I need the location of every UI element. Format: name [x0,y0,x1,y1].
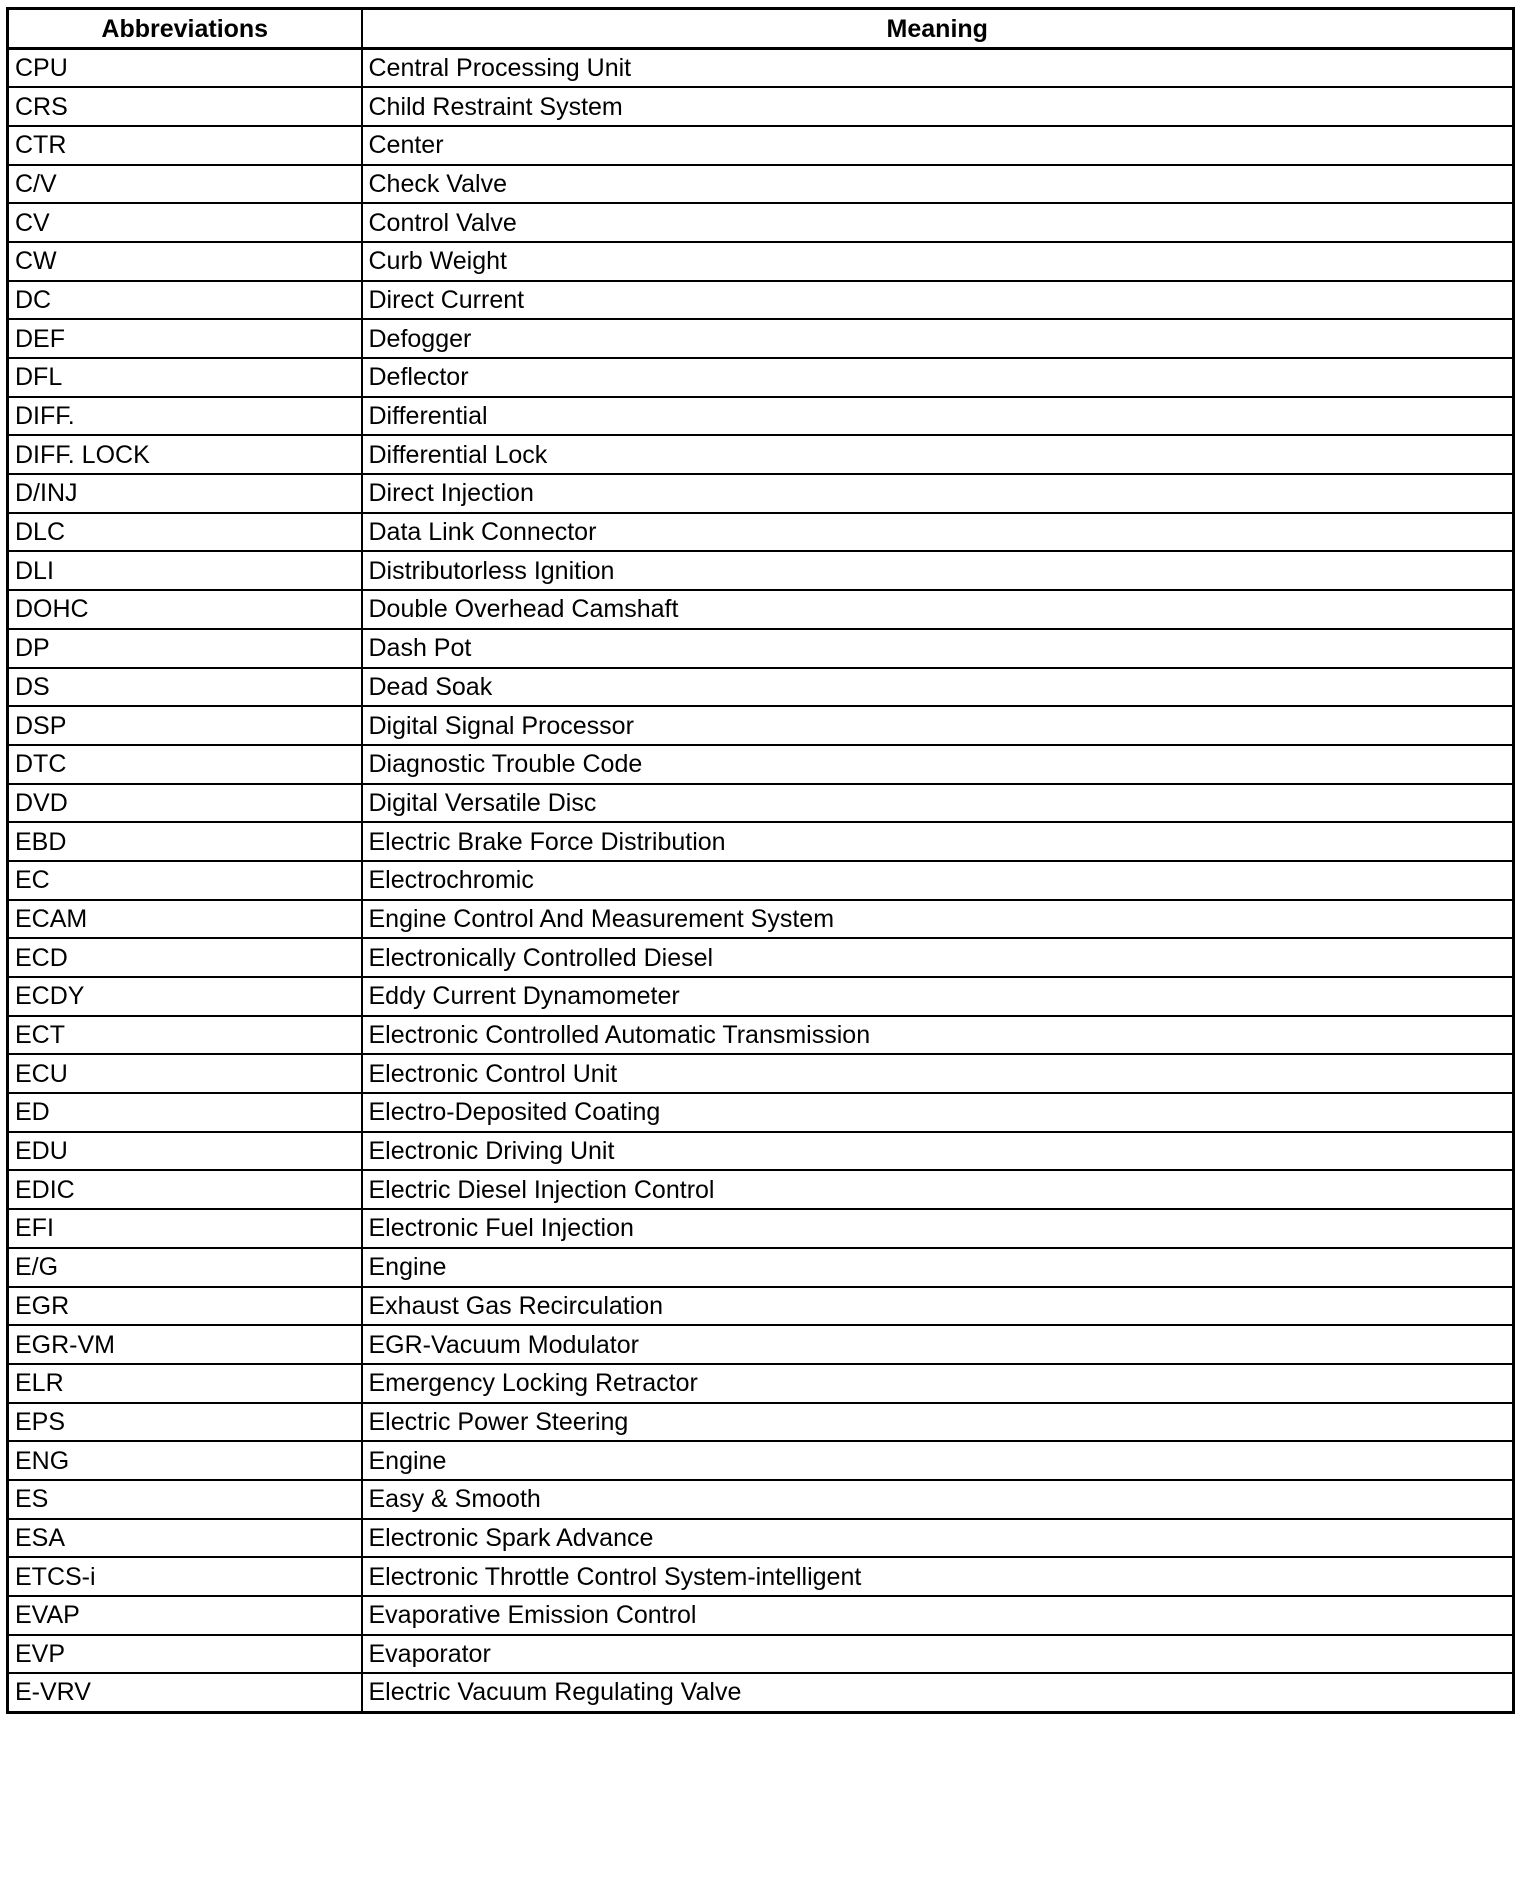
table-row [8,861,1514,900]
header-meaning: Meaning [362,9,1514,49]
table-row [8,1480,1514,1519]
meaning-cell: Exhaust Gas Recirculation [362,1287,1514,1326]
meaning-cell: Direct Current [362,281,1514,320]
abbreviation-cell: DOHC [8,590,362,629]
meaning-cell: Control Valve [362,203,1514,242]
table-header [8,9,1514,49]
abbreviation-cell: DC [8,281,362,320]
abbreviation-cell: ES [8,1480,362,1519]
table-row [8,977,1514,1016]
table-row [8,745,1514,784]
table-row [8,551,1514,590]
meaning-cell: Distributorless Ignition [362,551,1514,590]
abbreviation-cell: EVAP [8,1596,362,1635]
abbreviation-cell: EBD [8,822,362,861]
meaning-cell: Electric Vacuum Regulating Valve [362,1673,1514,1712]
abbreviation-cell: ENG [8,1441,362,1480]
abbreviation-cell: EGR [8,1287,362,1326]
meaning-cell: Differential [362,397,1514,436]
table-row [8,1325,1514,1364]
table-row [8,242,1514,281]
meaning-cell: Electric Power Steering [362,1403,1514,1442]
table-row [8,281,1514,320]
abbreviation-cell: ELR [8,1364,362,1403]
abbreviation-cell: C/V [8,165,362,204]
abbreviation-cell: CPU [8,49,362,88]
abbreviation-cell: ECD [8,938,362,977]
meaning-cell: Electronic Spark Advance [362,1519,1514,1558]
abbreviation-cell: EFI [8,1209,362,1248]
table-row [8,1519,1514,1558]
table-row [8,474,1514,513]
table-row [8,1635,1514,1674]
table-row [8,165,1514,204]
abbreviation-cell: EPS [8,1403,362,1442]
abbreviation-cell: ECT [8,1016,362,1055]
meaning-cell: Diagnostic Trouble Code [362,745,1514,784]
abbreviation-cell: DVD [8,784,362,823]
meaning-cell: Digital Signal Processor [362,706,1514,745]
abbreviation-cell: CTR [8,126,362,165]
table-row [8,1403,1514,1442]
abbreviation-cell: DEF [8,319,362,358]
meaning-cell: Evaporative Emission Control [362,1596,1514,1635]
abbreviation-cell: ETCS-i [8,1557,362,1596]
table-row [8,668,1514,707]
meaning-cell: Double Overhead Camshaft [362,590,1514,629]
table-row [8,87,1514,126]
table-row [8,1248,1514,1287]
abbreviation-cell: EVP [8,1635,362,1674]
abbreviation-cell: E-VRV [8,1673,362,1712]
abbreviation-cell: ESA [8,1519,362,1558]
abbreviation-cell: DSP [8,706,362,745]
meaning-cell: Dead Soak [362,668,1514,707]
abbreviation-cell: ECDY [8,977,362,1016]
abbreviation-cell: EDIC [8,1170,362,1209]
abbreviation-cell: EGR-VM [8,1325,362,1364]
table-row [8,590,1514,629]
meaning-cell: Check Valve [362,165,1514,204]
meaning-cell: Child Restraint System [362,87,1514,126]
header-row [8,9,1514,49]
abbreviation-cell: CW [8,242,362,281]
table-row [8,1596,1514,1635]
table-row [8,1364,1514,1403]
abbreviation-cell: CRS [8,87,362,126]
table-row [8,822,1514,861]
meaning-cell: Evaporator [362,1635,1514,1674]
meaning-cell: Electronically Controlled Diesel [362,938,1514,977]
meaning-cell: Electronic Controlled Automatic Transmission [362,1016,1514,1055]
meaning-cell: Deflector [362,358,1514,397]
abbreviation-cell: DIFF. [8,397,362,436]
meaning-cell: Central Processing Unit [362,49,1514,88]
abbreviation-cell: DIFF. LOCK [8,435,362,474]
table-row [8,1132,1514,1171]
table-body [8,49,1514,1713]
meaning-cell: Engine [362,1248,1514,1287]
table-row [8,319,1514,358]
meaning-cell: Curb Weight [362,242,1514,281]
meaning-cell: Center [362,126,1514,165]
meaning-cell: Defogger [362,319,1514,358]
meaning-cell: Electronic Throttle Control System-intelligent [362,1557,1514,1596]
abbreviation-cell: DP [8,629,362,668]
table-row [8,513,1514,552]
table-row [8,1441,1514,1480]
meaning-cell: Direct Injection [362,474,1514,513]
table-row [8,784,1514,823]
meaning-cell: Electronic Control Unit [362,1054,1514,1093]
meaning-cell: Emergency Locking Retractor [362,1364,1514,1403]
meaning-cell: Engine [362,1441,1514,1480]
table-row [8,1093,1514,1132]
table-row [8,1673,1514,1712]
table-row [8,397,1514,436]
meaning-cell: Electro-Deposited Coating [362,1093,1514,1132]
table-row [8,706,1514,745]
table-row [8,1557,1514,1596]
meaning-cell: Differential Lock [362,435,1514,474]
meaning-cell: Engine Control And Measurement System [362,900,1514,939]
meaning-cell: EGR-Vacuum Modulator [362,1325,1514,1364]
meaning-cell: Dash Pot [362,629,1514,668]
table-row [8,126,1514,165]
meaning-cell: Electronic Fuel Injection [362,1209,1514,1248]
table-row [8,358,1514,397]
table-row [8,1016,1514,1055]
abbreviations-table [6,7,1515,1714]
meaning-cell: Easy & Smooth [362,1480,1514,1519]
abbreviation-cell: E/G [8,1248,362,1287]
abbreviation-cell: DLC [8,513,362,552]
table-row [8,435,1514,474]
table-row [8,629,1514,668]
abbreviation-cell: CV [8,203,362,242]
table-row [8,900,1514,939]
table-row [8,938,1514,977]
meaning-cell: Electrochromic [362,861,1514,900]
abbreviation-cell: DS [8,668,362,707]
abbreviation-cell: DTC [8,745,362,784]
abbreviation-cell: ECAM [8,900,362,939]
table-row [8,1170,1514,1209]
meaning-cell: Electric Brake Force Distribution [362,822,1514,861]
meaning-cell: Electronic Driving Unit [362,1132,1514,1171]
abbreviation-cell: EDU [8,1132,362,1171]
abbreviation-cell: D/INJ [8,474,362,513]
abbreviation-cell: ED [8,1093,362,1132]
abbreviation-cell: EC [8,861,362,900]
meaning-cell: Eddy Current Dynamometer [362,977,1514,1016]
table-row [8,1209,1514,1248]
table-row [8,203,1514,242]
meaning-cell: Electric Diesel Injection Control [362,1170,1514,1209]
table-row [8,1054,1514,1093]
table-row [8,1287,1514,1326]
table-row [8,49,1514,88]
abbreviation-cell: DLI [8,551,362,590]
header-abbreviations: Abbreviations [8,9,362,49]
meaning-cell: Digital Versatile Disc [362,784,1514,823]
abbreviation-cell: ECU [8,1054,362,1093]
abbreviation-cell: DFL [8,358,362,397]
meaning-cell: Data Link Connector [362,513,1514,552]
